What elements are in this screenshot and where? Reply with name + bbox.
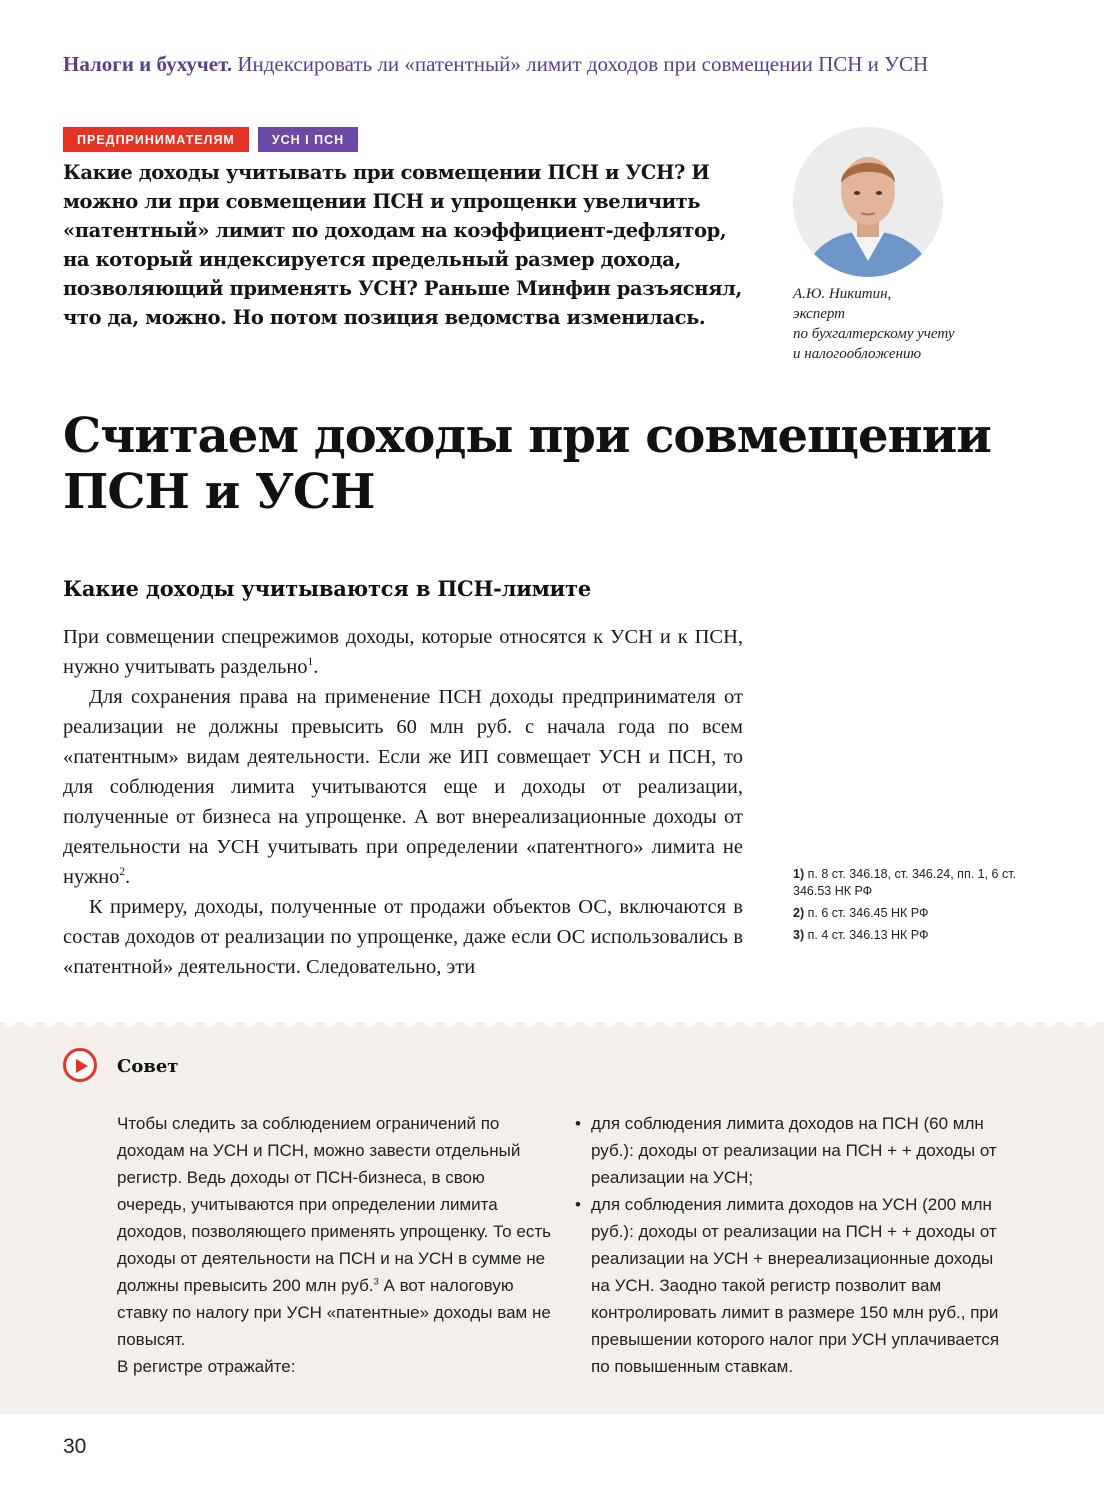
- tip-text: Чтобы следить за соблюдением ограничений по доходам на УСН и ПСН, можно завести отдельный регистр. Ведь доходы от ПСН-бизнеса, в свою очередь, учитываются при определении лимита доходов, позволяющего применять упрощенку. То есть доходы от деятельности на ПСН и на УСН в сумме не должны превысить 200 млн руб.$^3$ А вот налоговую ставку по налогу при УСН «патентные» доходы вам не повысят. В регистре отражайте:: [117, 1114, 551, 1376]
- tip-label: Совет: [117, 1056, 179, 1077]
- tag-list: [63, 127, 358, 152]
- paragraph-2: Для сохранения права на применение ПСН доходы предпринимателя от реализации не должны превысить 60 млн руб. с начала года по всем «патентным» видам деятельности. Если же ИП совмещает УСН и ПСН, то для соблюдения лимита учитываются еще и доходы от реализации, полученные от бизнеса на упрощенке. А вот внереализационные доходы от деятельности на УСН учитывать при определении «патентного» лимита не нужно$^2$.: [63, 686, 743, 888]
- running-head-section: Налоги и бухучет.: [63, 52, 233, 76]
- author-desc-1: по бухгалтерскому учету: [793, 326, 955, 342]
- footnotes: [793, 866, 1033, 949]
- footnote-2: 2) п. 6 ст. 346.45 НК РФ: [793, 906, 929, 920]
- author-name: А.Ю. Никитин,: [793, 286, 892, 302]
- footnote-1: 1) п. 8 ст. 346.18, ст. 346.24, пп. 1, 6 ст. 346.53 НК РФ: [793, 867, 1017, 898]
- section-heading: Какие доходы учитываются в ПСН-лимите: [63, 576, 591, 601]
- footnote-ref-2[interactable]: 2: [119, 866, 125, 879]
- play-icon: [63, 1048, 97, 1082]
- tip-bullet-psn: • для соблюдения лимита доходов на ПСН (60 млн руб.): доходы от реализации на ПСН + + доходы от реализации на УСН;: [575, 1110, 1015, 1191]
- footnote-3: 3) п. 4 ст. 346.13 НК РФ: [793, 928, 929, 942]
- tip-bullet-list: [575, 1110, 1015, 1380]
- footnote-ref-1[interactable]: 1: [307, 656, 314, 669]
- tag-usn-psn: УСН I ПСН: [258, 127, 358, 152]
- paragraph-1: При совмещении спецрежимов доходы, которые относятся к УСН и к ПСН, нужно учитывать раздельно$^1$.: [63, 626, 743, 678]
- article-body: [63, 622, 743, 982]
- author-caption: [793, 284, 1043, 364]
- tip-register-intro: В регистре отражайте:: [117, 1357, 296, 1376]
- author-portrait-icon: [793, 127, 943, 277]
- tag-entrepreneurs: ПРЕДПРИНИМАТЕЛЯМ: [63, 127, 249, 152]
- paragraph-3: К примеру, доходы, полученные от продажи объектов ОС, включаются в состав доходов от реализации по упрощенке, даже если ОС использовались в «патентной» деятельности. Следовательно, эти: [63, 896, 743, 978]
- running-head-title: Индексировать ли «патентный» лимит доходов при совмещении ПСН и УСН: [237, 52, 929, 76]
- article-title: [63, 408, 1043, 520]
- article-title-line-2: ПСН и УСН: [63, 464, 375, 520]
- author-role: эксперт: [793, 306, 846, 322]
- author-photo: [793, 127, 943, 277]
- article-title-line-1: Считаем доходы при совмещении: [63, 408, 991, 464]
- author-desc-2: и налогообложению: [793, 346, 922, 362]
- running-head: [63, 52, 1043, 77]
- footnote-ref-3[interactable]: 3: [373, 1276, 379, 1287]
- lead-paragraph: Какие доходы учитывать при совмещении ПСН и УСН? И можно ли при совмещении ПСН и упрощенки увеличить «патентный» лимит по доходам на коэффициент-дефлятор, на который индексируется предельный размер дохода, позволяющий применять УСН? Раньше Минфин разъяснял, что да, можно. Но потом позиция ведомства изменилась.: [63, 161, 742, 329]
- page-number: 30: [63, 1435, 87, 1458]
- tip-bullet-usn: • для соблюдения лимита доходов на УСН (200 млн руб.): доходы от реализации на ПСН + + доходы от реализации на УСН + внереализационные доходы на УСН. Заодно такой регистр позволит вам контролировать лимит в размере 150 млн руб., при превышении которого налог при УСН уплачивается по повышенным ставкам.: [575, 1191, 1015, 1380]
